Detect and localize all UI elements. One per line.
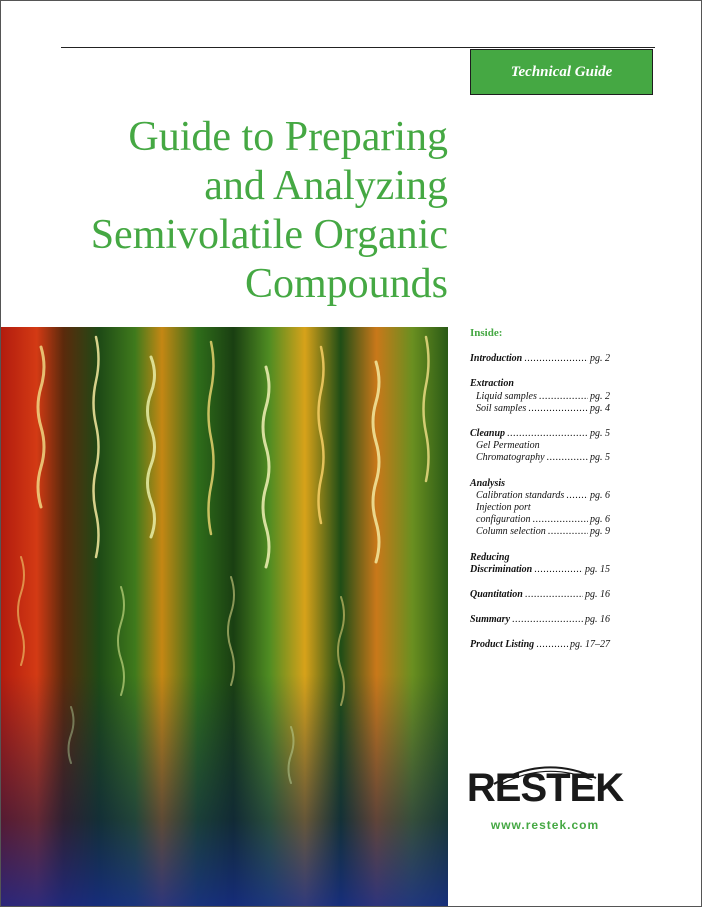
title-line-2: and Analyzing xyxy=(204,163,448,209)
toc-section-cleanup xyxy=(470,428,610,465)
toc-product-listing-page: pg. 17–27 xyxy=(570,639,610,651)
toc-section-quantitation xyxy=(470,589,610,601)
toc-injection-page: pg. 6 xyxy=(590,514,610,526)
toc-cleanup-title: Cleanup xyxy=(470,428,506,440)
toc-row xyxy=(470,452,610,464)
toc-summary-page: pg. 16 xyxy=(585,614,610,626)
toc-row xyxy=(470,490,610,502)
leader-dots xyxy=(512,614,583,626)
toc-row xyxy=(470,514,610,526)
toc-row xyxy=(470,403,610,415)
toc-row xyxy=(470,526,610,538)
toc-heading: Inside: xyxy=(470,327,503,339)
leader-dots xyxy=(528,403,588,415)
toc-injection-line1: Injection port xyxy=(476,502,531,514)
leader-dots xyxy=(507,428,588,440)
toc-analysis-title: Analysis xyxy=(470,477,506,489)
toc-section-reducing xyxy=(470,552,610,576)
toc-calibration-label: Calibration standards xyxy=(476,489,565,501)
leader-dots xyxy=(539,391,588,403)
toc-row xyxy=(470,639,610,651)
toc-reducing-line1: Reducing xyxy=(470,551,510,563)
toc-gel-page: pg. 5 xyxy=(590,452,610,464)
toc-liquid-page: pg. 2 xyxy=(590,390,610,402)
website-url[interactable]: www.restek.com xyxy=(490,818,600,832)
toc-column-label: Column selection xyxy=(476,526,546,538)
toc-product-listing-title: Product Listing xyxy=(470,639,535,651)
leader-dots xyxy=(547,452,588,464)
leader-dots xyxy=(534,564,583,576)
leader-dots xyxy=(548,526,588,538)
title-line-3: Semivolatile Organic xyxy=(90,212,448,258)
logo-wordmark: RESTEK xyxy=(466,766,624,810)
top-rule xyxy=(61,47,655,48)
toc-row xyxy=(470,564,610,576)
toc-introduction-page: pg. 2 xyxy=(590,353,610,365)
title-line-4: Compounds xyxy=(244,261,448,307)
toc-cleanup-page: pg. 5 xyxy=(590,428,610,440)
toc-quantitation-title: Quantitation xyxy=(470,589,523,601)
cover-photo-water-reflection xyxy=(1,327,448,906)
toc-row xyxy=(470,589,610,601)
toc-quantitation-page: pg. 16 xyxy=(585,589,610,601)
toc-row xyxy=(470,614,610,626)
toc-row xyxy=(470,391,610,403)
table-of-contents xyxy=(470,327,610,665)
technical-guide-badge: Technical Guide xyxy=(470,49,653,95)
toc-injection-line2: configuration xyxy=(476,514,531,526)
toc-section-introduction xyxy=(470,353,610,365)
toc-calibration-page: pg. 6 xyxy=(590,489,610,501)
title-line-1: Guide to Preparing xyxy=(128,114,448,160)
reflection-ripples xyxy=(1,327,448,906)
toc-introduction-title: Introduction xyxy=(470,353,523,365)
toc-column-page: pg. 9 xyxy=(590,526,610,538)
toc-section-summary xyxy=(470,614,610,626)
toc-section-product-listing xyxy=(470,639,610,651)
toc-gel-line2: Chromatography xyxy=(476,452,545,464)
toc-summary-title: Summary xyxy=(470,614,511,626)
document-title xyxy=(28,113,448,309)
toc-gel-line1: Gel Permeation xyxy=(476,440,540,452)
leader-dots xyxy=(532,514,588,526)
toc-row xyxy=(470,428,610,440)
leader-dots xyxy=(524,353,588,365)
toc-section-analysis xyxy=(470,478,610,539)
toc-section-extraction xyxy=(470,378,610,415)
leader-dots xyxy=(566,490,588,502)
toc-reducing-line2: Discrimination xyxy=(470,563,533,575)
toc-soil-page: pg. 4 xyxy=(590,402,610,414)
leader-dots xyxy=(536,639,568,651)
toc-extraction-title: Extraction xyxy=(470,378,514,390)
toc-liquid-label: Liquid samples xyxy=(476,390,537,402)
leader-dots xyxy=(525,589,583,601)
toc-row xyxy=(470,353,610,365)
toc-soil-label: Soil samples xyxy=(476,402,527,414)
toc-reducing-page: pg. 15 xyxy=(585,563,610,575)
